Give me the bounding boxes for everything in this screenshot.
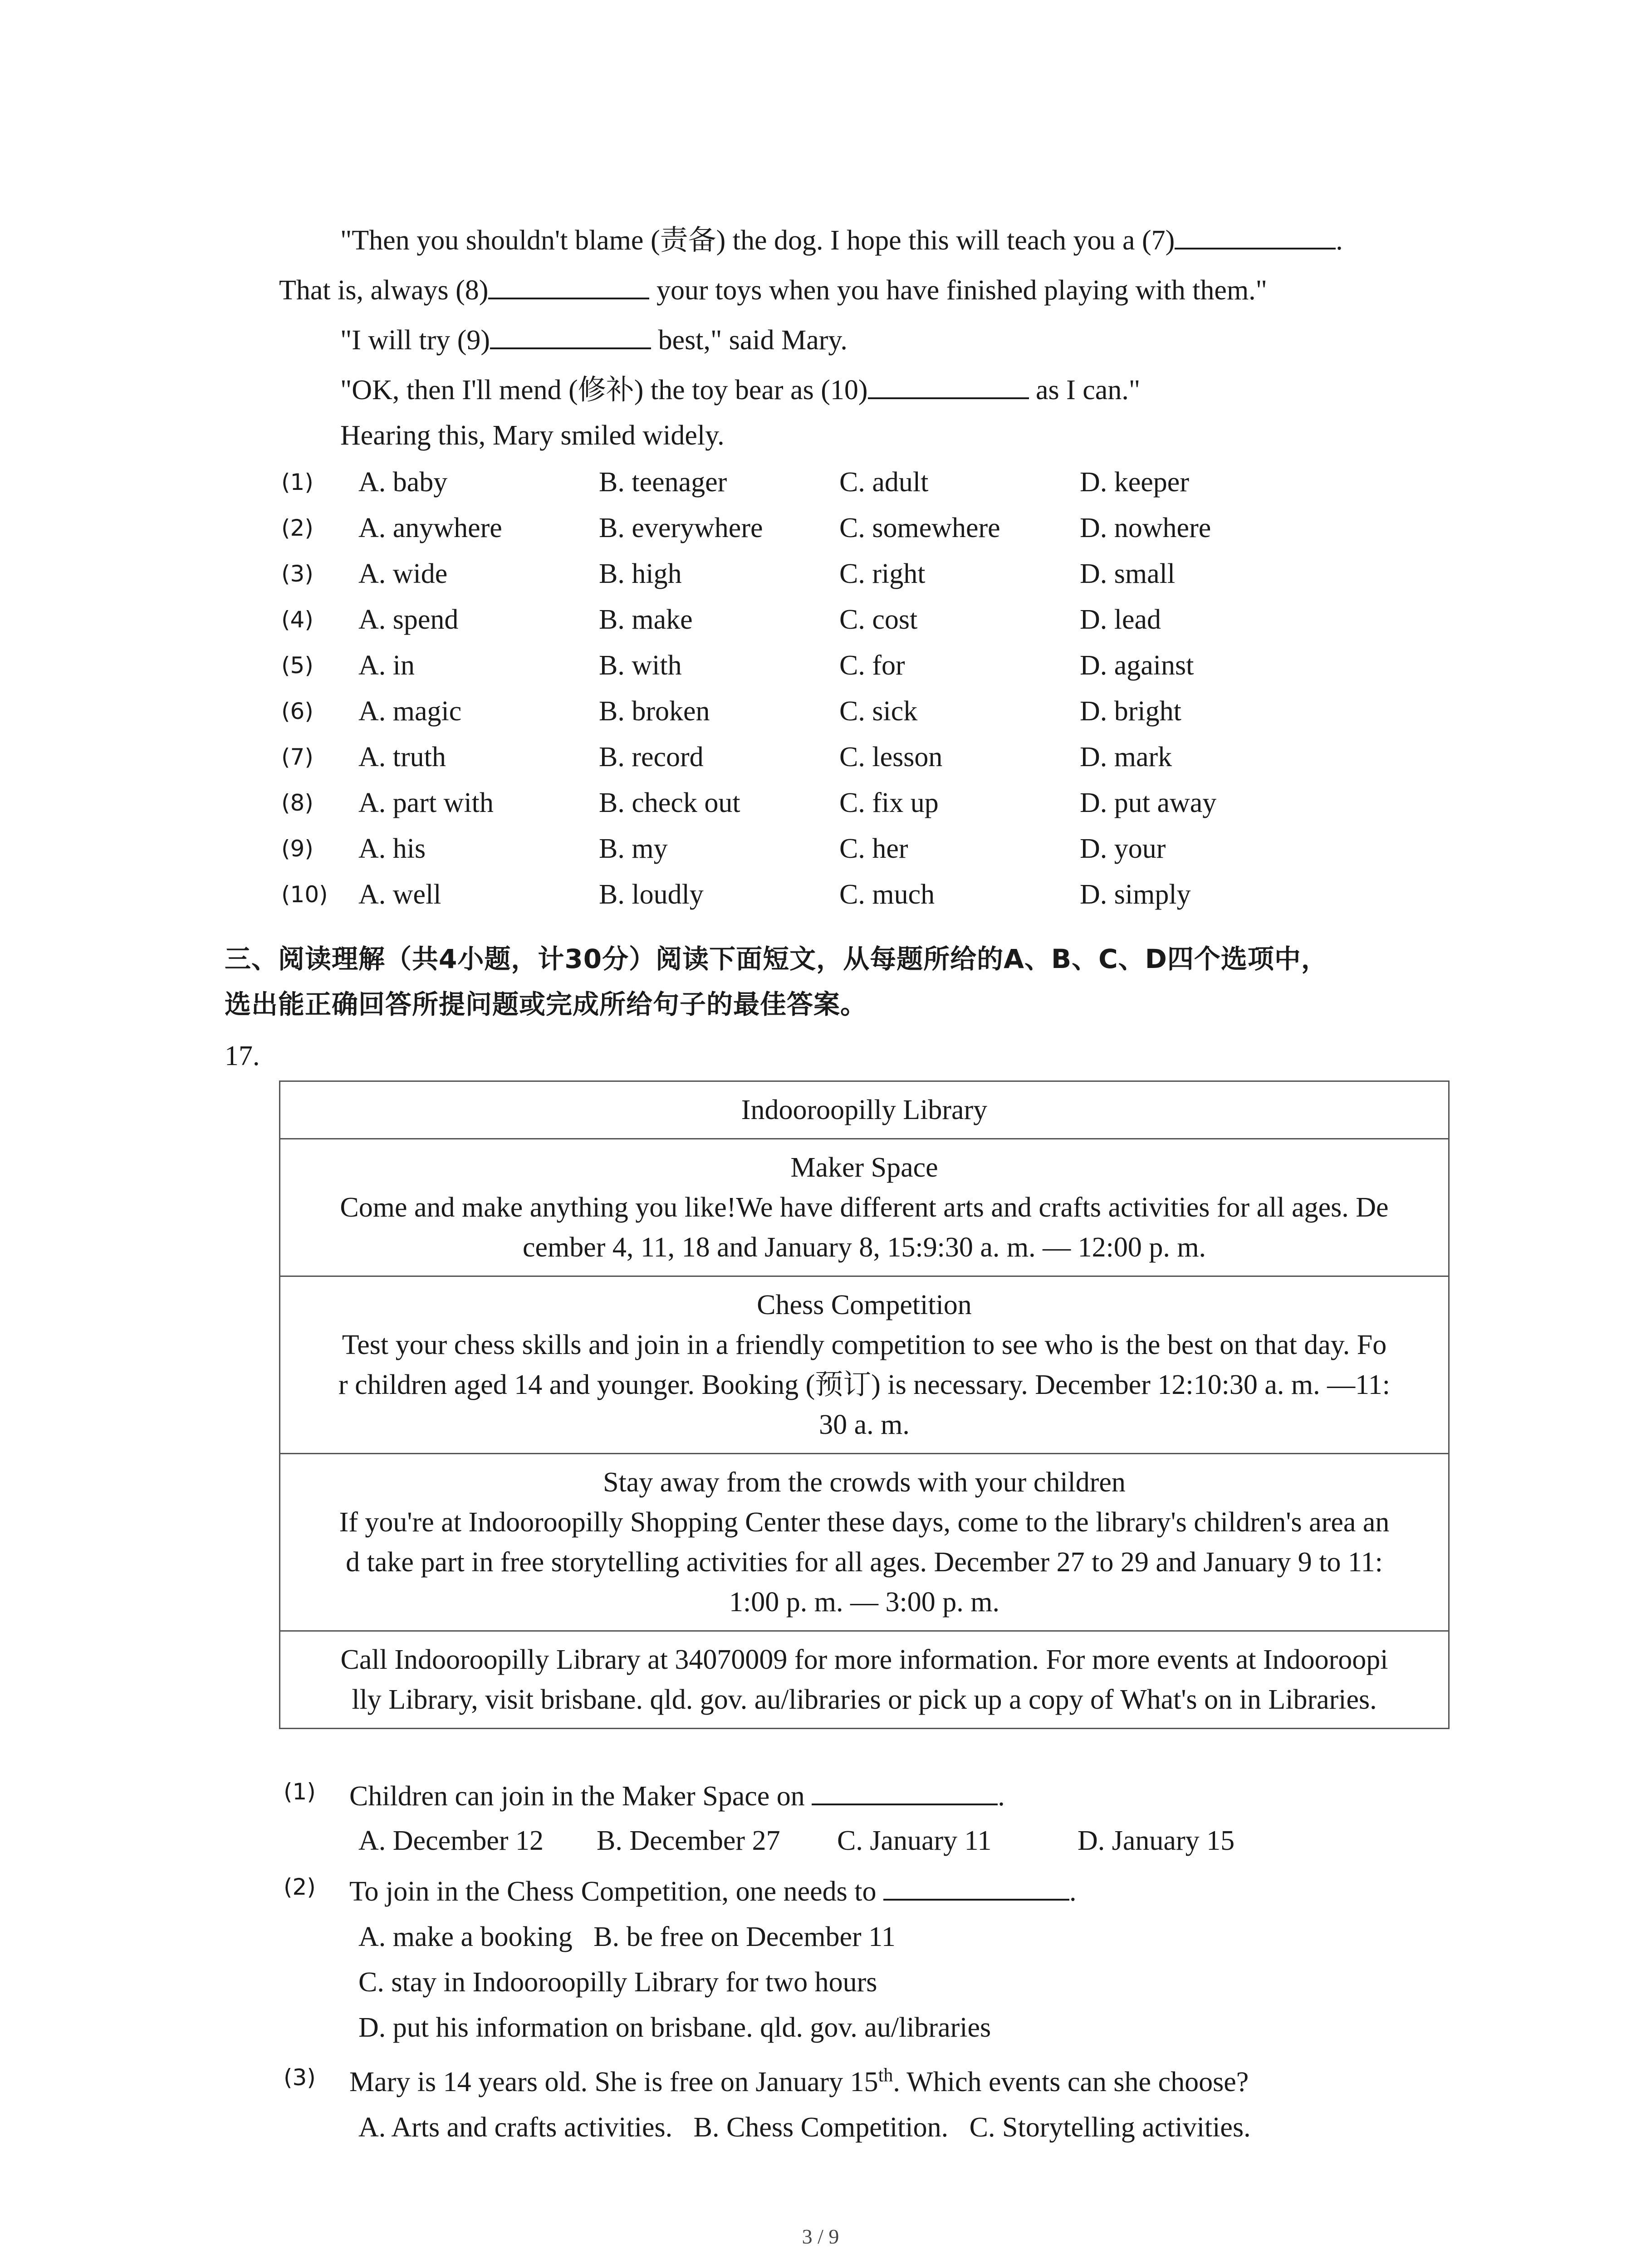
blank-10 — [868, 371, 1029, 399]
maker-space-title: Maker Space — [790, 1152, 938, 1183]
maker-space-line: cember 4, 11, 18 and January 8, 15:9:30 a. m. — 12:00 p. m. — [522, 1232, 1206, 1263]
q1-blank — [812, 1777, 998, 1805]
section-heading-line-2: 选出能正确回答所提问题或完成所给句子的最佳答案。 — [225, 989, 867, 1020]
blank-9 — [490, 321, 651, 349]
blank-8 — [488, 271, 649, 299]
maker-space-line: Come and make anything you like!We have different arts and crafts activities for all ages. De — [340, 1192, 1389, 1223]
contact-line: Call Indooroopilly Library at 34070009 for more information. For more events at Indooroopi — [340, 1644, 1388, 1675]
storytelling-title: Stay away from the crowds with your children — [603, 1467, 1126, 1498]
passage-line-2: That is, always (8) your toys when you have finished playing with them." — [279, 271, 1267, 308]
storytelling-line: If you're at Indooroopilly Shopping Center these days, come to the library's children's area an — [339, 1507, 1390, 1538]
maker-space-cell — [280, 1139, 1449, 1276]
chess-line: r children aged 14 and younger. Booking (预订) is necessary. December 12:10:30 a. m. —11: — [338, 1369, 1391, 1400]
passage-line-1: "Then you shouldn't blame (责备) the dog. I hope this will teach you a (7) . — [340, 221, 1343, 259]
q2-number: (2) — [284, 1874, 316, 1900]
section-heading-line-1: 三、阅读理解（共4小题，计30分）阅读下面短文，从每题所给的A、B、C、D四个选项中， — [225, 943, 1328, 974]
q2-option-d: D. put his information on brisbane. qld. gov. au/libraries — [358, 2012, 991, 2043]
chess-line: 30 a. m. — [819, 1409, 910, 1440]
chess-line: Test your chess skills and join in a friendly competition to see who is the best on that day. Fo — [342, 1330, 1387, 1360]
storytelling-line: d take part in free storytelling activities for all ages. December 27 to 29 and January 9 to 11: — [346, 1547, 1383, 1578]
contact-line: lly Library, visit brisbane. qld. gov. au/libraries or pick up a copy of What's on in Libraries. — [352, 1684, 1377, 1715]
chess-competition-cell — [280, 1276, 1449, 1454]
contact-cell — [280, 1631, 1449, 1729]
notice-title: Indooroopilly Library — [280, 1081, 1449, 1139]
library-notice-table — [279, 1080, 1450, 1729]
page-number: 3 / 9 — [802, 2225, 839, 2248]
q3-options: A. Arts and crafts activities. B. Chess Competition. C. Storytelling activities. — [358, 2112, 1251, 2143]
passage-line-4: "OK, then I'll mend (修补) the toy bear as (10) as I can." — [340, 371, 1140, 408]
storytelling-cell — [280, 1454, 1449, 1631]
blank-7 — [1175, 221, 1336, 249]
passage-line-5: Hearing this, Mary smiled widely. — [340, 420, 725, 451]
q2-option-ab: A. make a booking B. be free on December 11 — [358, 1921, 896, 1952]
passage-line-3: "I will try (9) best," said Mary. — [340, 321, 847, 358]
exam-page: "Then you shouldn't blame (责备) the dog. I hope this will teach you a (7) . That is, always (8) your toys when you have finished playing with them." "I will try (9) best," said Mary. "OK, then I'll mend (修补) the toy bear as (10) as I can." Hearing this, Mary smiled widely. (1) A. baby B. teenager C. adult D. keeper (2) A. anywhere B. everywhere C. somewhere D. nowhere (3) A. wide B. high C. right D. small (4) A. spend B. make C. cost D. lead (5) A. in B. with C. for D. against (6) A. magic B. broken C. sick D. bright (7) A. truth B. record C. lesson D. mark (8) A. part with B. check out C. fix up D. put away (9) A. his B. my C. her D. your (10) A. well B. loudly C. much D. simply 三、阅读理解（共4小题，计30分）阅读下面短文，从每题所给的A、B、C、D四个选项中， 选出能正确回答所提问题或完成所给句子的最佳答案。 17. Indooroopilly Library Maker Space Come and make anything you like!We have different arts and crafts activities for all ages. De cember 4, 11, 18 and January 8, 15:9:30 a. m. — 12:00 p. m. Chess Competition Test your chess skills and join in a friendly competition to see who is the best on that day. Fo r children aged 14 and younger. Booking (预订) is necessary. December 12:10:30 a. m. —11: 30 a. m. Stay away from the crowds with your children If you're at Indooroopilly Shopping Center these days, come to the library's children's area an d take part in free storytelling activities for all ages. December 27 to 29 and January 9 to 11: 1:00 p. m. — 3:00 p. m. Call Indooroopilly Library at 34070009 for more information. For more events at Indooroopi lly Library, visit brisbane. qld. gov. au/libraries or pick up a copy of What's on in Libraries. (1) Children can join in the Maker Space on . A. December 12 B. December 27 C. January 11 D. January 15 (2) To join in the Chess Competition, one needs to . A. make a booking B. be free on December 11 C. stay in Indooroopilly Library for two hours D. put his information on brisbane. qld. gov. au/libraries (3) Mary is 14 years old. She is free on January 15th. Which events can she choose? A. Arts and crafts activities. B. Chess Competition. C. Storytelling activities. 3 / 9 — [0, 0, 1641, 2268]
q3-number: (3) — [284, 2064, 316, 2091]
q1-stem: Children can join in the Maker Space on . — [349, 1777, 1005, 1814]
chess-title: Chess Competition — [757, 1290, 972, 1320]
q1-number: (1) — [284, 1779, 316, 1805]
q2-blank — [883, 1872, 1069, 1901]
q3-stem: Mary is 14 years old. She is free on January 15th. Which events can she choose? — [349, 2065, 1249, 2097]
storytelling-line: 1:00 p. m. — 3:00 p. m. — [729, 1587, 999, 1618]
q2-stem: To join in the Chess Competition, one needs to . — [349, 1872, 1077, 1910]
q2-option-c: C. stay in Indooroopilly Library for two hours — [358, 1967, 877, 1998]
question-number: 17. — [225, 1041, 260, 1071]
